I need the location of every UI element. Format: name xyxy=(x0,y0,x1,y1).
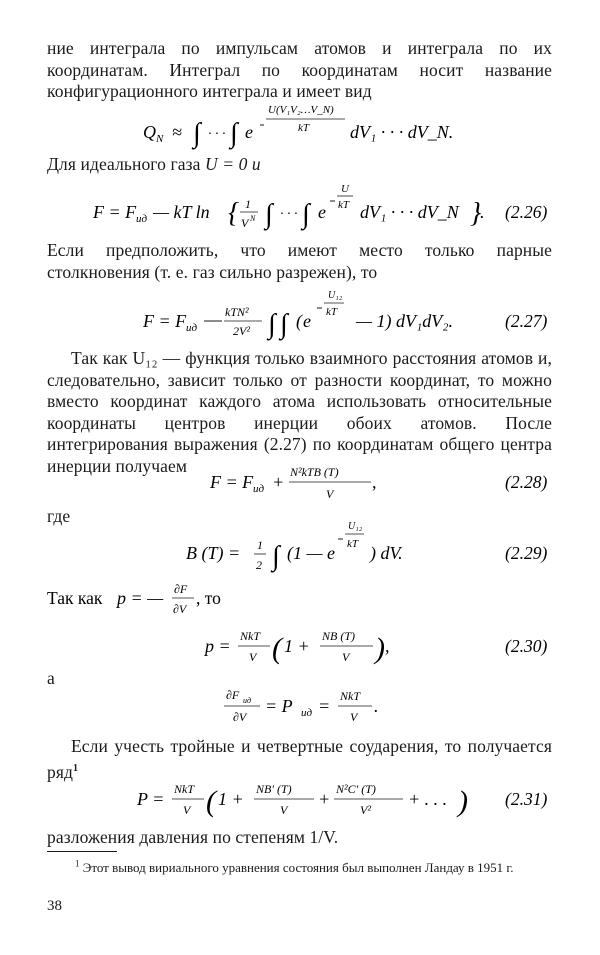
equation-number: (2.28) xyxy=(505,472,548,492)
footnote-text: Этот вывод вириального уравнения состояния был выполнен Ландау в 1951 г. xyxy=(82,860,514,876)
eq230-frac-den: V xyxy=(249,650,257,664)
close-paren: ) xyxy=(375,632,385,665)
inline-pressure-definition xyxy=(0,577,600,627)
eq230-inner-den: V xyxy=(342,650,350,664)
paragraph-text: Так как xyxy=(47,588,103,608)
inline-dp-lhs: p = — xyxy=(117,588,164,608)
paragraph-pair-collisions xyxy=(47,240,552,283)
open-paren: (1 — xyxy=(287,543,323,563)
eq231-t1-num: NB′ (T) xyxy=(256,782,292,796)
ideal-rhs-den: V xyxy=(350,710,358,724)
eq231-t2-den: V² xyxy=(360,803,371,817)
eq228-lhs-sub: ид xyxy=(253,483,265,495)
eq231-tail: + . . . xyxy=(408,789,448,809)
integral-sign-icon: ∫ xyxy=(193,118,201,149)
equation-number: (2.30) xyxy=(505,636,548,656)
equation-2-31 xyxy=(0,773,600,823)
eq226-frac-num: 1 xyxy=(245,197,251,211)
footnote-marker: 1 xyxy=(73,762,79,774)
eq230-inner-num: NB (T) xyxy=(322,629,355,643)
eq231-frac-den: V xyxy=(183,803,191,817)
period-mark: . xyxy=(480,202,485,222)
open-paren: ( xyxy=(296,311,302,331)
left-brace-icon: { xyxy=(228,198,240,229)
exp-base: e xyxy=(318,202,326,222)
exp-base: e xyxy=(303,311,311,331)
inline-dp-den: ∂V xyxy=(173,602,187,616)
paragraph-text: Если учесть тройные и четвертные соударения, то получается ряд xyxy=(47,736,552,782)
ideal-mid-sub: ид xyxy=(301,707,313,719)
one-plus: 1 + xyxy=(218,789,244,809)
ellipsis-icon: · · · xyxy=(208,127,226,142)
equation-2-29 xyxy=(0,522,600,572)
integral-sign-icon: ∫ xyxy=(230,118,238,149)
eq228-frac-num: N²kTB (T) xyxy=(290,465,339,479)
equation-2-30 xyxy=(0,622,600,672)
exp-base: e xyxy=(327,543,335,563)
paragraph-pressure-expansion xyxy=(47,827,552,849)
equation-number: (2.27) xyxy=(505,311,548,331)
equation-2-26 xyxy=(0,183,600,236)
paragraph-configuration-integral xyxy=(47,38,552,103)
paragraph-text: Если предположить, что имеют место только парные столкновения (т. е. газ сильно разрежен), то xyxy=(47,240,552,282)
qn-exp-num: U(V₁V₂…V_N) xyxy=(268,104,334,116)
paragraph-text: Для идеального газа xyxy=(47,154,201,174)
paragraph-text: а xyxy=(47,668,55,688)
eq229-exp-den: kT xyxy=(347,538,358,550)
eq228-lhs: F = F xyxy=(210,472,254,492)
eq227-tail: — 1) dV₁dV₂. xyxy=(356,311,454,331)
eq226-lhs-sub: ид xyxy=(136,213,148,225)
integral-sign-icon: ∫ xyxy=(302,199,310,230)
eq229-exp-num: U₁₂ xyxy=(348,521,363,532)
page-number: 38 xyxy=(47,898,62,914)
paragraph-ideal-gas xyxy=(47,154,552,176)
qn-rel: ≈ xyxy=(172,122,182,142)
equals-sign-icon: = xyxy=(318,696,331,716)
eq230-lhs: p = xyxy=(205,636,231,656)
eq228-frac-den: V xyxy=(326,487,334,501)
integral-sign-icon: ∫ xyxy=(280,309,288,340)
eq226-frac-den-sup: N xyxy=(250,214,256,223)
inline-dp-num: ∂F xyxy=(174,582,188,596)
qn-lhs: Q xyxy=(143,122,156,142)
period-mark: . xyxy=(374,696,379,716)
integral-sign-icon: ∫ xyxy=(265,199,273,230)
paragraph-text: Так как U₁₂ — функция только взаимного расстояния атомов и, следовательно, зависит только от разности координат, то можно вместо координат каждого атома использовать относительные координаты центров инерции обоих атомов. После интегрирования выражения (2.27) по координатам общего центра инерции получаем xyxy=(47,348,552,476)
exp-base: e xyxy=(245,122,253,142)
equation-number: (2.29) xyxy=(505,543,548,563)
eq227-exp-den: kT xyxy=(326,306,337,318)
open-paren: ( xyxy=(206,785,216,818)
plus-sign-icon: + xyxy=(318,789,331,809)
close-paren: ) xyxy=(458,785,468,818)
paragraph-text: где xyxy=(47,506,71,526)
equation-2-27 xyxy=(0,290,600,340)
eq230-frac-num: NkT xyxy=(240,629,261,643)
eq231-lhs: P = xyxy=(137,789,165,809)
qn-tail: dV₁ · · · dV_N. xyxy=(350,122,454,142)
equation-number: (2.31) xyxy=(505,789,548,809)
eq226-lhs: F = F xyxy=(93,202,137,222)
integral-sign-icon: ∫ xyxy=(272,541,280,572)
open-paren: ( xyxy=(272,632,282,665)
eq229-frac-den: 2 xyxy=(256,558,262,572)
eq226-frac-den: V xyxy=(241,216,249,230)
eq231-t2-num: N²C′ (T) xyxy=(336,782,376,796)
paragraph-text: разложения давления по степеням 1/V. xyxy=(47,827,339,847)
equation-number: (2.26) xyxy=(505,202,548,222)
eq231-t1-den: V xyxy=(280,803,288,817)
eq227-lhs: F = F xyxy=(143,311,187,331)
eq227-frac-den: 2V² xyxy=(233,324,250,338)
footnote-mark: 1 xyxy=(75,859,80,869)
paragraph-text: ние интеграла по импульсам атомов и интеграла по их координатам. Интеграл по координатам носит название конфигурационного интеграла и имеет вид xyxy=(47,38,552,101)
right-brace-icon: } xyxy=(470,198,482,229)
ellipsis-icon: · · · xyxy=(280,207,298,222)
eq226-tail: dV₁ · · · dV_N xyxy=(360,202,459,222)
eq231-frac-num: NkT xyxy=(174,782,195,796)
eq229-lhs: B (T) = xyxy=(186,543,241,563)
paragraph-text-math: U = 0 и xyxy=(204,154,261,174)
eq229-frac-num: 1 xyxy=(257,538,263,552)
eq226-mid: — kT ln xyxy=(153,202,210,222)
eq226-exp-num: U xyxy=(341,183,349,195)
equation-ideal-pressure xyxy=(0,682,600,732)
ideal-frac-den: ∂V xyxy=(233,710,247,724)
ideal-rhs-num: NkT xyxy=(340,689,361,703)
equation-2-28 xyxy=(0,458,600,508)
ideal-frac-num-sub: ид xyxy=(243,696,252,705)
footnote xyxy=(47,856,552,876)
plus-sign-icon: + xyxy=(272,472,285,492)
paragraph-text: , то xyxy=(196,588,221,608)
footnote-rule xyxy=(47,851,117,852)
integral-sign-icon: ∫ xyxy=(268,309,276,340)
equation-configuration-integral xyxy=(0,102,600,152)
eq229-tail: ) dV. xyxy=(370,543,403,563)
comma-mark: , xyxy=(372,472,377,492)
eq226-exp-den: kT xyxy=(338,199,349,211)
eq227-exp-num: U₁₂ xyxy=(328,290,343,301)
comma-mark: , xyxy=(385,636,390,656)
ideal-mid: = P xyxy=(265,696,293,716)
qn-lhs-sub: N xyxy=(156,133,164,145)
ideal-frac-num: ∂F xyxy=(226,688,240,702)
qn-exp-den: kT xyxy=(298,122,309,134)
eq227-frac-num: kTN² xyxy=(225,305,249,319)
one-plus: 1 + xyxy=(284,636,310,656)
eq227-lhs-sub: ид xyxy=(186,322,198,334)
